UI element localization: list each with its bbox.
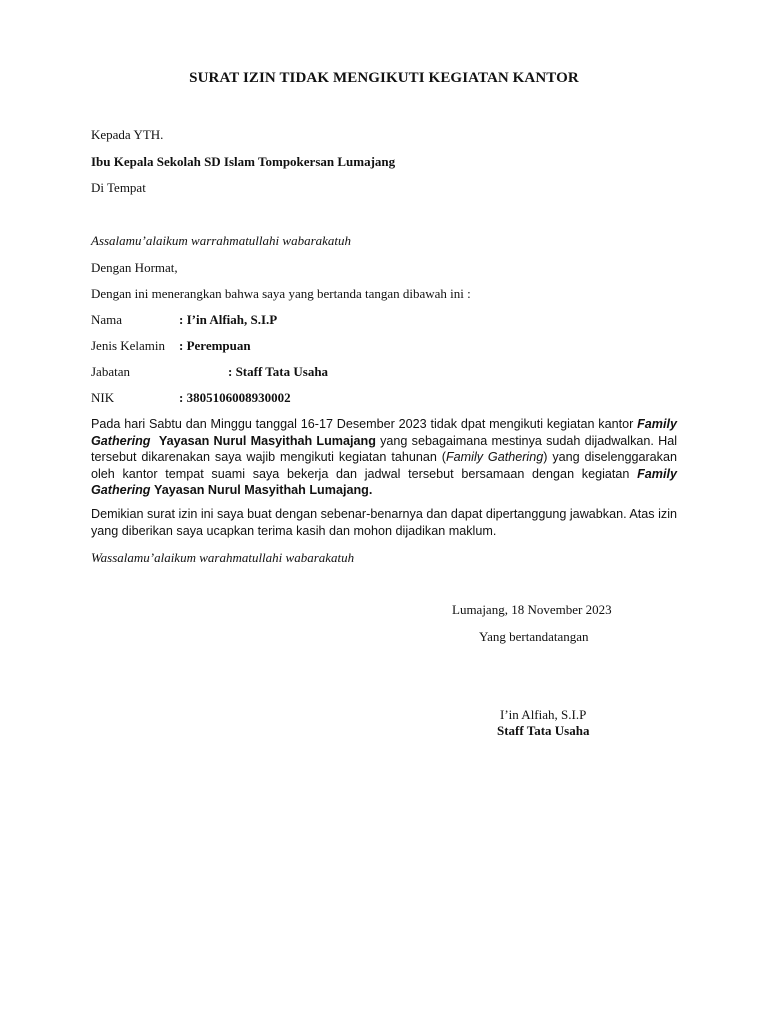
recipient-salutation: Kepada YTH. [91, 127, 164, 142]
signer-name: I’in Alfiah, S.I.P [500, 707, 587, 722]
place-date: Lumajang, 18 November 2023 [452, 602, 612, 617]
field-label: NIK [91, 390, 115, 405]
field-value-jenis-kelamin: : Perempuan [179, 338, 251, 353]
event-name: Family Gathering [91, 417, 678, 448]
greeting-open: Assalamu’alaikum warrahmatullahi wabarakatuh [91, 233, 352, 248]
body-paragraph-2: Demikian surat izin ini saya buat dengan sebenar-benarnya dan dapat dipertanggung jawabkan. Atas izin yang diberikan saya ucapkan terima kasih dan mohon dijadikan maklum. [91, 507, 677, 538]
event-name: Family Gathering [91, 466, 677, 497]
recipient-name: Ibu Kepala Sekolah SD Islam Tompokersan Lumajang [91, 154, 396, 169]
body-text: yang sebagaimana mestinya sudah dijadwalkan. Hal tersebut dikarenakan saya wajib mengikuti kegiatan tahunan ( [91, 433, 678, 464]
foundation-name: Yayasan Nurul Masyithah Lumajang. [153, 483, 373, 497]
field-label: Jenis Kelamin [91, 338, 166, 353]
field-label: Jabatan [91, 364, 130, 379]
greeting-close: Wassalamu’alaikum warahmatullahi wabarakatuh [91, 550, 355, 565]
field-value-nama: : I’in Alfiah, S.I.P [179, 312, 278, 327]
field-value-nik: : 3805106008930002 [179, 390, 291, 405]
opening-line: Dengan Hormat, [91, 260, 178, 275]
recipient-place: Di Tempat [91, 180, 146, 195]
signer-title: Staff Tata Usaha [497, 723, 590, 738]
signoff: Yang bertandatangan [479, 629, 589, 644]
field-label: Nama [91, 312, 123, 327]
field-value-jabatan: : Staff Tata Usaha [228, 364, 329, 379]
letter-title: SURAT IZIN TIDAK MENGIKUTI KEGIATAN KANTOR [189, 70, 579, 86]
field-row-nik [91, 390, 114, 406]
body-text: Pada hari Sabtu dan Minggu tanggal 16-17 Desember 2023 tidak dpat mengikuti kegiatan kantor [91, 417, 634, 431]
field-row-jenis-kelamin [91, 338, 165, 354]
intro-line: Dengan ini menerangkan bahwa saya yang bertanda tangan dibawah ini : [91, 286, 471, 301]
body-text: ) yang diselenggarakan oleh kantor tempat suami saya bekerja dan jadwal tersebut bersamaan dengan kegiatan [91, 450, 677, 481]
field-row-jabatan [91, 364, 130, 380]
event-name: Family Gathering [445, 450, 544, 464]
foundation-name: Yayasan Nurul Masyithah Lumajang [158, 433, 376, 448]
body-paragraph-1 [91, 416, 677, 499]
field-row-nama [91, 312, 122, 328]
